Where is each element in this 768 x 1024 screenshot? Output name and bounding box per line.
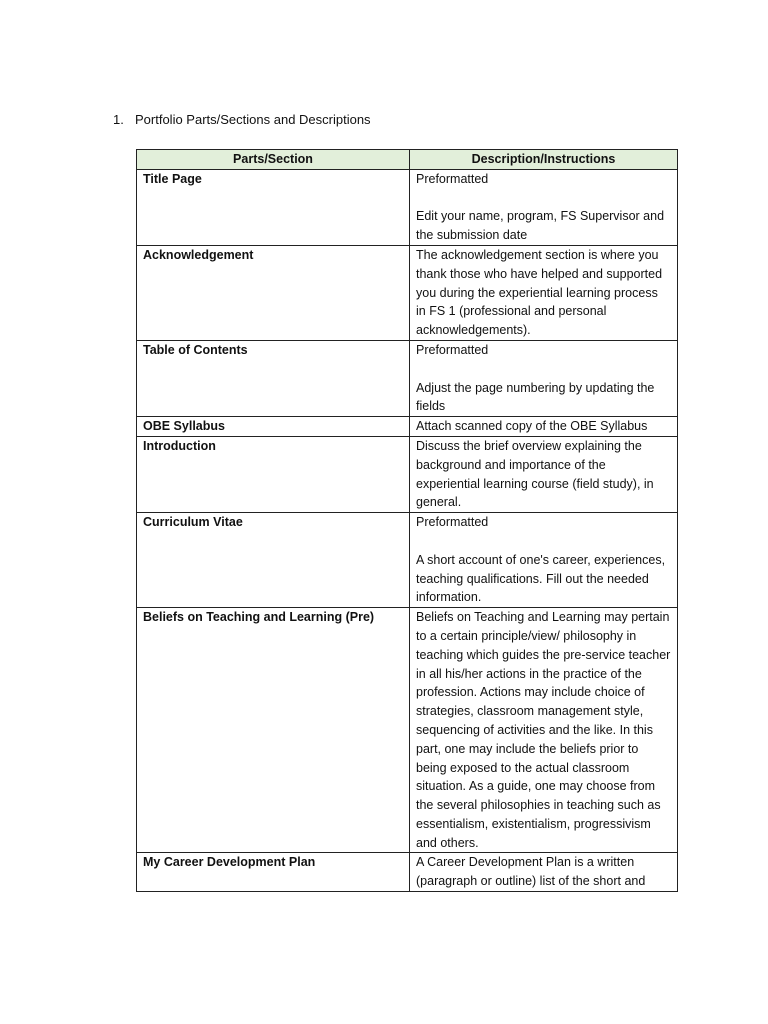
part-name: Table of Contents xyxy=(137,340,410,416)
table-row xyxy=(137,340,678,416)
part-description xyxy=(410,853,678,892)
description-paragraph: Preformatted xyxy=(416,171,489,186)
part-name: Beliefs on Teaching and Learning (Pre) xyxy=(137,608,410,853)
part-description xyxy=(410,340,678,416)
paragraph-gap xyxy=(416,360,671,379)
table-row xyxy=(137,417,678,437)
description-paragraph: Beliefs on Teaching and Learning may pertain to a certain principle/view/ philosophy in teaching which guides the pre-service teacher in all his/her actions in the practice of the profession. Actions may include choice of strategies, classroom management style, sequencing of activities and the like. In this part, one may include the beliefs prior to being exposed to the actual classroom situation. As a guide, one may choose from the several philosophies in teaching such as essentialism, existentialism, progressivism and others. xyxy=(416,610,671,850)
part-description xyxy=(410,169,678,245)
part-name: OBE Syllabus xyxy=(137,417,410,437)
part-description xyxy=(410,417,678,437)
header-part: Parts/Section xyxy=(137,150,410,170)
part-name: Acknowledgement xyxy=(137,245,410,340)
description-paragraph: Adjust the page numbering by updating the fields xyxy=(416,380,655,414)
description-paragraph: Preformatted xyxy=(416,342,489,357)
part-description xyxy=(410,245,678,340)
table-row xyxy=(137,436,678,512)
part-name: Title Page xyxy=(137,169,410,245)
part-name: Introduction xyxy=(137,436,410,512)
description-paragraph: Attach scanned copy of the OBE Syllabus xyxy=(416,419,648,434)
part-description xyxy=(410,513,678,608)
part-name: Curriculum Vitae xyxy=(137,513,410,608)
header-description: Description/Instructions xyxy=(410,150,678,170)
table-row xyxy=(137,169,678,245)
table-row xyxy=(137,513,678,608)
table-row xyxy=(137,608,678,853)
description-paragraph: Discuss the brief overview explaining the background and importance of the experiential learning course (field study), in general. xyxy=(416,438,654,510)
description-paragraph: Preformatted xyxy=(416,515,489,530)
table-row xyxy=(137,245,678,340)
section-heading xyxy=(113,111,371,129)
table-row xyxy=(137,853,678,892)
paragraph-gap xyxy=(416,532,671,551)
paragraph-gap xyxy=(416,189,671,208)
description-paragraph: The acknowledgement section is where you thank those who have helped and supported you during the experiential learning process in FS 1 (professional and personal acknowledgements). xyxy=(416,247,663,338)
portfolio-table xyxy=(136,149,678,892)
table-header-row xyxy=(137,150,678,170)
heading-text: Portfolio Parts/Sections and Descriptions xyxy=(135,112,371,127)
part-name: My Career Development Plan xyxy=(137,853,410,892)
description-paragraph: A short account of one's career, experiences, teaching qualifications. Fill out the needed information. xyxy=(416,552,666,605)
heading-number: 1. xyxy=(113,112,124,127)
part-description xyxy=(410,436,678,512)
part-description xyxy=(410,608,678,853)
description-paragraph: A Career Development Plan is a written (paragraph or outline) list of the short and xyxy=(416,855,646,889)
description-paragraph: Edit your name, program, FS Supervisor and the submission date xyxy=(416,209,665,243)
